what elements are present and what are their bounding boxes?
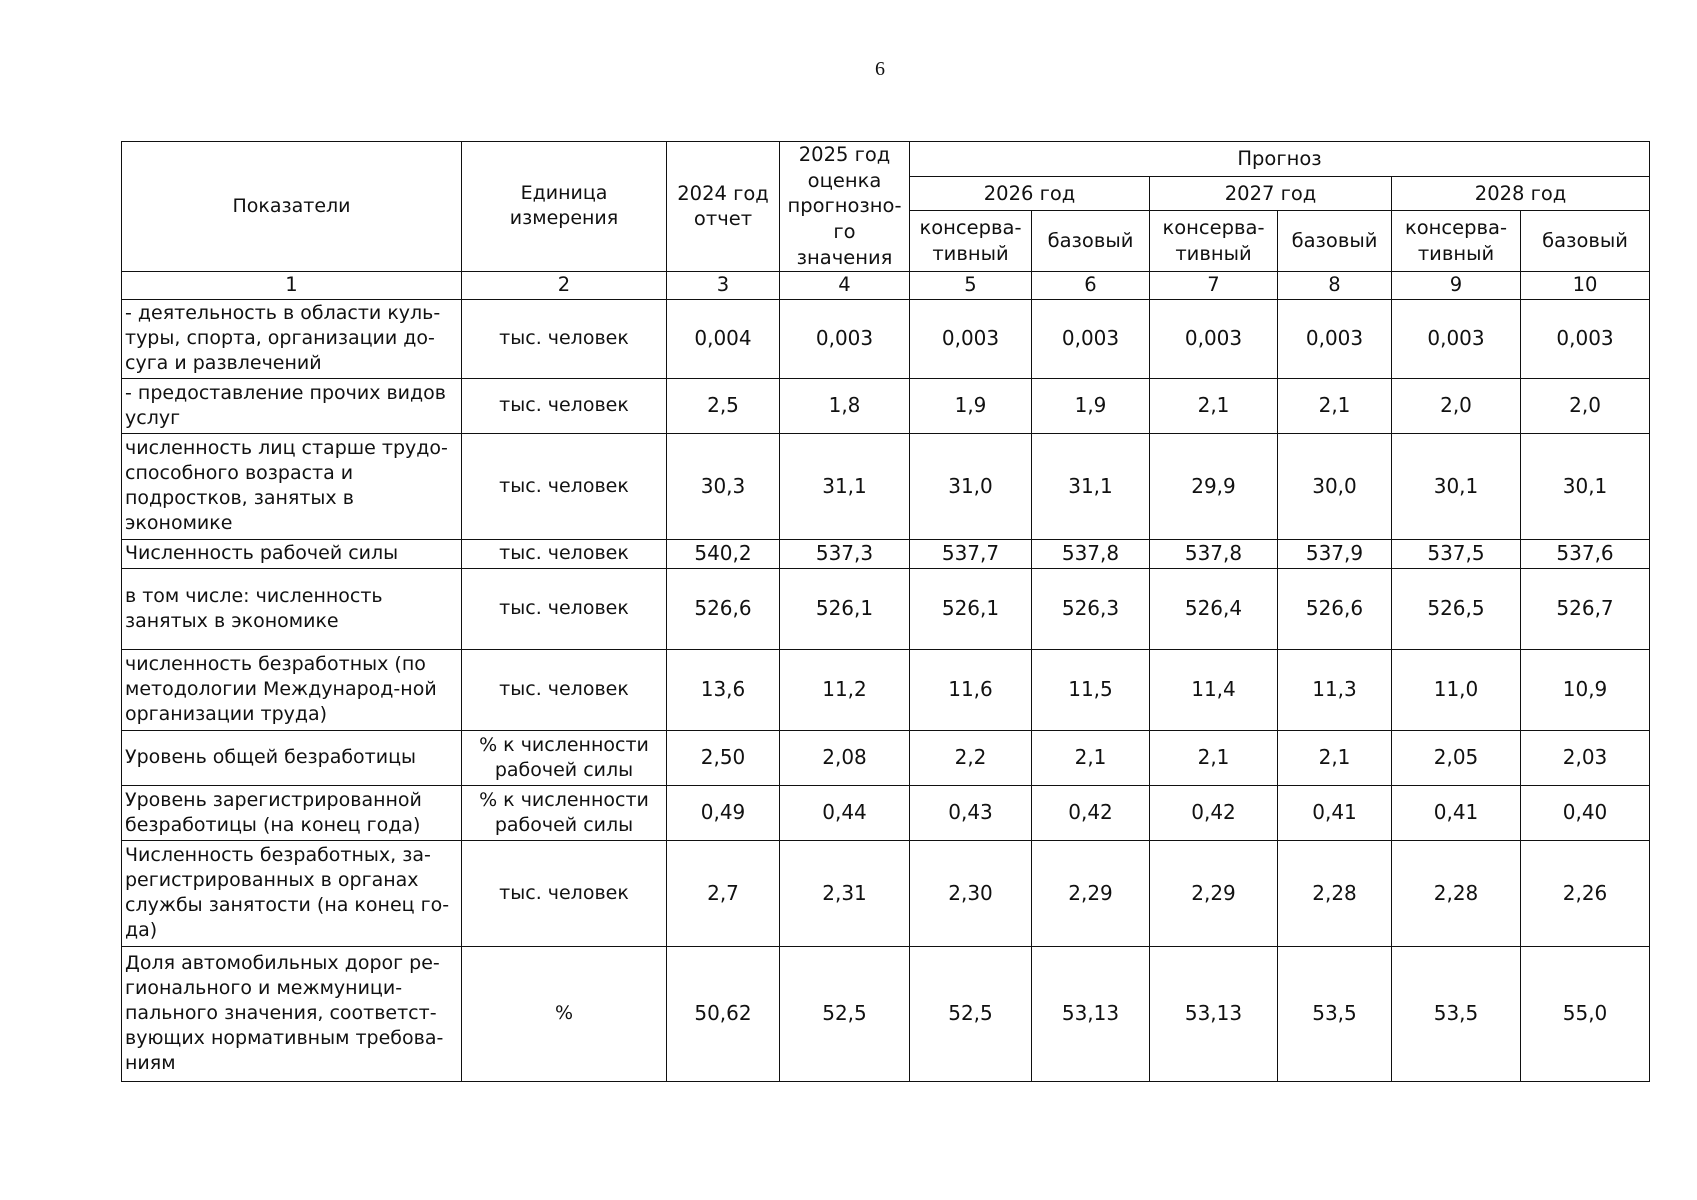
value-cell: 0,42 [1150, 785, 1278, 840]
row-label: Численность безработных, за-регистрированных в органах службы занятости (на конец го-да) [122, 840, 462, 946]
row-unit: тыс. человек [462, 840, 667, 946]
value-cell: 13,6 [667, 649, 780, 730]
row-label: численность лиц старше трудо-способного возраста и подростков, занятых в экономике [122, 433, 462, 539]
value-cell: 2,1 [1032, 730, 1150, 785]
column-number: 7 [1150, 271, 1278, 299]
row-label: Доля автомобильных дорог ре-гионального и межмуници-пального значения, соответст-вующих нормативным требова-ниям [122, 946, 462, 1081]
value-cell: 2,0 [1521, 378, 1650, 433]
value-cell: 2,0 [1392, 378, 1521, 433]
row-unit: % к численности рабочей силы [462, 785, 667, 840]
value-cell: 0,43 [910, 785, 1032, 840]
value-cell: 11,3 [1278, 649, 1392, 730]
header-2027-conservative: консерва-тивный [1150, 211, 1278, 271]
header-2024: 2024 год отчет [667, 142, 780, 272]
table-row [122, 649, 1650, 730]
table-row [122, 539, 1650, 568]
value-cell: 53,13 [1150, 946, 1278, 1081]
value-cell: 29,9 [1150, 433, 1278, 539]
row-label: Численность рабочей силы [122, 539, 462, 568]
value-cell: 2,2 [910, 730, 1032, 785]
value-cell: 2,26 [1521, 840, 1650, 946]
header-2027-base: базовый [1278, 211, 1392, 271]
value-cell: 537,6 [1521, 539, 1650, 568]
value-cell: 11,2 [780, 649, 910, 730]
column-number: 2 [462, 271, 667, 299]
header-2026: 2026 год [910, 176, 1150, 211]
value-cell: 526,7 [1521, 568, 1650, 649]
value-cell: 2,1 [1150, 730, 1278, 785]
value-cell: 537,8 [1032, 539, 1150, 568]
column-number: 6 [1032, 271, 1150, 299]
column-number: 1 [122, 271, 462, 299]
value-cell: 2,29 [1032, 840, 1150, 946]
value-cell: 537,8 [1150, 539, 1278, 568]
column-number: 9 [1392, 271, 1521, 299]
row-label: численность безработных (по методологии Международ-ной организации труда) [122, 649, 462, 730]
value-cell: 52,5 [910, 946, 1032, 1081]
value-cell: 30,0 [1278, 433, 1392, 539]
table-row [122, 840, 1650, 946]
row-unit: тыс. человек [462, 378, 667, 433]
value-cell: 2,1 [1150, 378, 1278, 433]
value-cell: 0,003 [1521, 299, 1650, 378]
value-cell: 30,1 [1392, 433, 1521, 539]
value-cell: 0,003 [910, 299, 1032, 378]
row-label: - деятельность в области куль-туры, спорта, организации до-суга и развлечений [122, 299, 462, 378]
value-cell: 11,4 [1150, 649, 1278, 730]
column-number: 3 [667, 271, 780, 299]
value-cell: 0,40 [1521, 785, 1650, 840]
value-cell: 53,5 [1392, 946, 1521, 1081]
value-cell: 2,31 [780, 840, 910, 946]
header-2026-base: базовый [1032, 211, 1150, 271]
row-label: - предоставление прочих видов услуг [122, 378, 462, 433]
forecast-table [121, 141, 1650, 1082]
value-cell: 53,13 [1032, 946, 1150, 1081]
column-number: 8 [1278, 271, 1392, 299]
value-cell: 537,9 [1278, 539, 1392, 568]
column-number: 4 [780, 271, 910, 299]
value-cell: 10,9 [1521, 649, 1650, 730]
column-number: 5 [910, 271, 1032, 299]
value-cell: 537,3 [780, 539, 910, 568]
value-cell: 1,9 [1032, 378, 1150, 433]
header-2028-conservative: консерва-тивный [1392, 211, 1521, 271]
value-cell: 50,62 [667, 946, 780, 1081]
header-2025: 2025 год оценка прогнозно-го значения [780, 142, 910, 272]
value-cell: 30,3 [667, 433, 780, 539]
value-cell: 526,1 [780, 568, 910, 649]
table-row [122, 378, 1650, 433]
column-number-row [122, 271, 1650, 299]
row-unit: тыс. человек [462, 568, 667, 649]
value-cell: 0,003 [1150, 299, 1278, 378]
row-label: Уровень зарегистрированной безработицы (на конец года) [122, 785, 462, 840]
value-cell: 526,6 [667, 568, 780, 649]
value-cell: 0,003 [780, 299, 910, 378]
value-cell: 0,004 [667, 299, 780, 378]
table-row [122, 785, 1650, 840]
header-2026-conservative: консерва-тивный [910, 211, 1032, 271]
value-cell: 2,1 [1278, 378, 1392, 433]
value-cell: 31,1 [1032, 433, 1150, 539]
row-unit: % [462, 946, 667, 1081]
value-cell: 2,29 [1150, 840, 1278, 946]
value-cell: 526,3 [1032, 568, 1150, 649]
value-cell: 53,5 [1278, 946, 1392, 1081]
row-unit: тыс. человек [462, 299, 667, 378]
table-row [122, 730, 1650, 785]
value-cell: 11,0 [1392, 649, 1521, 730]
table-row [122, 568, 1650, 649]
page-number: 6 [875, 58, 885, 80]
value-cell: 11,6 [910, 649, 1032, 730]
value-cell: 2,05 [1392, 730, 1521, 785]
value-cell: 2,28 [1278, 840, 1392, 946]
value-cell: 30,1 [1521, 433, 1650, 539]
header-forecast: Прогноз [910, 142, 1650, 177]
value-cell: 0,41 [1278, 785, 1392, 840]
value-cell: 0,003 [1392, 299, 1521, 378]
value-cell: 0,49 [667, 785, 780, 840]
value-cell: 2,50 [667, 730, 780, 785]
value-cell: 2,7 [667, 840, 780, 946]
value-cell: 0,44 [780, 785, 910, 840]
value-cell: 526,1 [910, 568, 1032, 649]
value-cell: 0,003 [1278, 299, 1392, 378]
value-cell: 11,5 [1032, 649, 1150, 730]
value-cell: 1,8 [780, 378, 910, 433]
value-cell: 526,6 [1278, 568, 1392, 649]
row-label: Уровень общей безработицы [122, 730, 462, 785]
row-unit: тыс. человек [462, 649, 667, 730]
header-2027: 2027 год [1150, 176, 1392, 211]
row-label: в том числе: численность занятых в экономике [122, 568, 462, 649]
value-cell: 52,5 [780, 946, 910, 1081]
value-cell: 2,1 [1278, 730, 1392, 785]
table-row [122, 299, 1650, 378]
table-row [122, 433, 1650, 539]
header-2028: 2028 год [1392, 176, 1650, 211]
value-cell: 540,2 [667, 539, 780, 568]
value-cell: 526,4 [1150, 568, 1278, 649]
row-unit: тыс. человек [462, 539, 667, 568]
header-indicator: Показатели [122, 142, 462, 272]
value-cell: 0,003 [1032, 299, 1150, 378]
value-cell: 0,42 [1032, 785, 1150, 840]
value-cell: 2,03 [1521, 730, 1650, 785]
value-cell: 2,5 [667, 378, 780, 433]
column-number: 10 [1521, 271, 1650, 299]
value-cell: 31,0 [910, 433, 1032, 539]
value-cell: 2,28 [1392, 840, 1521, 946]
value-cell: 2,08 [780, 730, 910, 785]
row-unit: % к численности рабочей силы [462, 730, 667, 785]
row-unit: тыс. человек [462, 433, 667, 539]
header-unit: Единица измерения [462, 142, 667, 272]
value-cell: 537,7 [910, 539, 1032, 568]
value-cell: 2,30 [910, 840, 1032, 946]
value-cell: 31,1 [780, 433, 910, 539]
value-cell: 0,41 [1392, 785, 1521, 840]
value-cell: 526,5 [1392, 568, 1521, 649]
value-cell: 1,9 [910, 378, 1032, 433]
value-cell: 537,5 [1392, 539, 1521, 568]
value-cell: 55,0 [1521, 946, 1650, 1081]
table-row [122, 946, 1650, 1081]
header-2028-base: базовый [1521, 211, 1650, 271]
